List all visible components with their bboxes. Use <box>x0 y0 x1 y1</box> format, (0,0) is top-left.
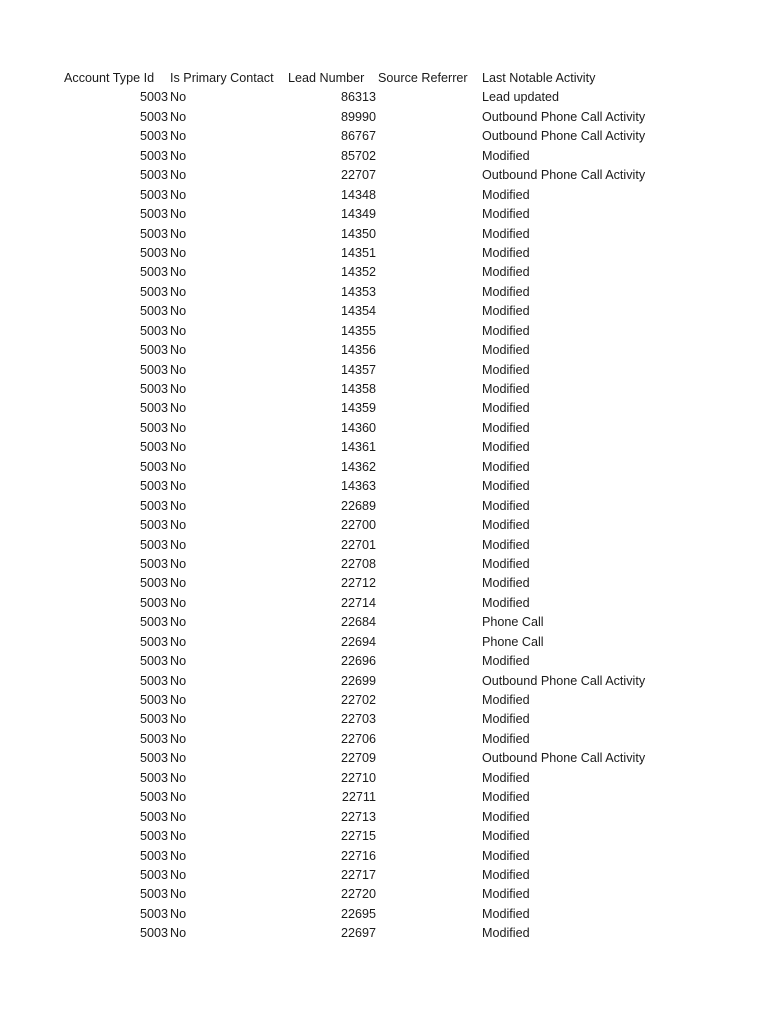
cell-last-notable-activity: Outbound Phone Call Activity <box>482 129 646 144</box>
cell-last-notable-activity: Modified <box>482 440 530 455</box>
cell-lead-number: 14363 <box>340 479 376 494</box>
table-row <box>0 710 768 729</box>
cell-last-notable-activity: Modified <box>482 245 530 260</box>
table-row <box>0 205 768 224</box>
cell-is-primary-contact: No <box>170 751 187 766</box>
header-account-type-id: Account Type Id <box>64 71 155 85</box>
cell-last-notable-activity: Modified <box>482 226 530 241</box>
cell-account-type-id: 5003 <box>139 382 168 396</box>
table-row <box>0 536 768 555</box>
header-row <box>0 69 768 88</box>
cell-lead-number: 89990 <box>340 109 376 124</box>
cell-lead-number: 22694 <box>340 634 376 649</box>
cell-account-type-id: 5003 <box>139 265 168 280</box>
cell-is-primary-contact: No <box>170 867 187 882</box>
header-is-primary-contact: Is Primary Contact <box>170 71 274 85</box>
cell-last-notable-activity: Modified <box>482 537 530 552</box>
cell-is-primary-contact: No <box>170 634 187 649</box>
cell-account-type-id: 5003 <box>139 673 168 688</box>
table-row <box>0 924 768 943</box>
cell-is-primary-contact: No <box>170 323 187 338</box>
cell-last-notable-activity: Modified <box>482 187 530 202</box>
header-source-referrer: Source Referrer <box>378 71 468 85</box>
cell-account-type-id: 5003 <box>139 751 168 766</box>
cell-last-notable-activity: Modified <box>482 906 530 921</box>
cell-account-type-id: 5003 <box>139 829 168 844</box>
cell-last-notable-activity: Modified <box>482 362 530 377</box>
cell-last-notable-activity: Modified <box>482 693 530 707</box>
cell-last-notable-activity: Modified <box>482 148 530 163</box>
cell-account-type-id: 5003 <box>139 148 168 163</box>
cell-account-type-id: 5003 <box>139 731 168 746</box>
cell-is-primary-contact: No <box>170 693 187 707</box>
cell-account-type-id: 5003 <box>139 576 168 591</box>
table-body <box>0 88 768 943</box>
cell-is-primary-contact: No <box>170 926 187 941</box>
cell-account-type-id: 5003 <box>139 109 168 124</box>
cell-lead-number: 85702 <box>340 148 376 163</box>
cell-account-type-id: 5003 <box>139 245 168 260</box>
cell-is-primary-contact: No <box>170 265 187 280</box>
cell-last-notable-activity: Outbound Phone Call Activity <box>482 109 646 124</box>
cell-account-type-id: 5003 <box>139 304 168 319</box>
cell-is-primary-contact: No <box>170 440 187 455</box>
cell-lead-number: 22706 <box>340 731 376 746</box>
cell-last-notable-activity: Modified <box>482 654 530 669</box>
cell-lead-number: 14349 <box>340 207 376 222</box>
table-row <box>0 341 768 360</box>
cell-last-notable-activity: Modified <box>482 576 530 591</box>
cell-account-type-id: 5003 <box>139 770 168 785</box>
cell-is-primary-contact: No <box>170 537 187 552</box>
cell-last-notable-activity: Modified <box>482 323 530 338</box>
cell-last-notable-activity: Modified <box>482 265 530 280</box>
header-last-notable-activity: Last Notable Activity <box>482 71 596 85</box>
cell-last-notable-activity: Modified <box>482 518 530 533</box>
cell-last-notable-activity: Outbound Phone Call Activity <box>482 168 646 183</box>
cell-is-primary-contact: No <box>170 770 187 785</box>
cell-is-primary-contact: No <box>170 654 187 669</box>
cell-is-primary-contact: No <box>170 887 187 902</box>
table-row <box>0 186 768 205</box>
table-row <box>0 574 768 593</box>
cell-is-primary-contact: No <box>170 148 187 163</box>
table-row <box>0 905 768 924</box>
cell-account-type-id: 5003 <box>139 712 168 727</box>
cell-account-type-id: 5003 <box>139 848 168 863</box>
cell-lead-number: 22709 <box>340 751 376 766</box>
table-row <box>0 263 768 282</box>
cell-last-notable-activity: Modified <box>482 556 530 571</box>
cell-account-type-id: 5003 <box>139 440 168 455</box>
table-row <box>0 108 768 127</box>
table-row <box>0 594 768 613</box>
cell-is-primary-contact: No <box>170 731 187 746</box>
table-row <box>0 244 768 263</box>
cell-account-type-id: 5003 <box>139 420 168 435</box>
cell-last-notable-activity: Modified <box>482 712 530 727</box>
cell-lead-number: 14355 <box>340 323 376 338</box>
cell-account-type-id: 5003 <box>139 90 168 105</box>
cell-lead-number: 86767 <box>340 129 376 144</box>
cell-account-type-id: 5003 <box>139 129 168 144</box>
cell-lead-number: 14352 <box>340 265 376 280</box>
cell-is-primary-contact: No <box>170 129 187 144</box>
cell-last-notable-activity: Modified <box>482 867 530 882</box>
table-row <box>0 497 768 516</box>
table-row <box>0 788 768 807</box>
cell-is-primary-contact: No <box>170 90 187 105</box>
cell-lead-number: 22712 <box>340 576 376 591</box>
cell-last-notable-activity: Modified <box>482 829 530 844</box>
cell-account-type-id: 5003 <box>139 615 168 630</box>
cell-lead-number: 22716 <box>340 848 376 863</box>
cell-account-type-id: 5003 <box>139 207 168 222</box>
table-row <box>0 127 768 146</box>
cell-account-type-id: 5003 <box>139 459 168 474</box>
cell-last-notable-activity: Modified <box>482 498 530 513</box>
cell-lead-number: 14358 <box>340 382 376 396</box>
cell-is-primary-contact: No <box>170 479 187 494</box>
spreadsheet-page <box>0 69 768 944</box>
cell-is-primary-contact: No <box>170 168 187 183</box>
cell-account-type-id: 5003 <box>139 498 168 513</box>
cell-account-type-id: 5003 <box>139 168 168 183</box>
cell-is-primary-contact: No <box>170 906 187 921</box>
cell-account-type-id: 5003 <box>139 226 168 241</box>
table-row <box>0 302 768 321</box>
cell-lead-number: 22700 <box>340 518 376 533</box>
table-row <box>0 147 768 166</box>
table-row <box>0 866 768 885</box>
cell-account-type-id: 5003 <box>139 906 168 921</box>
cell-account-type-id: 5003 <box>139 556 168 571</box>
cell-lead-number: 22695 <box>340 906 376 921</box>
cell-is-primary-contact: No <box>170 673 187 688</box>
cell-last-notable-activity: Modified <box>482 848 530 863</box>
cell-account-type-id: 5003 <box>139 790 168 805</box>
cell-is-primary-contact: No <box>170 712 187 727</box>
table-row <box>0 516 768 535</box>
cell-last-notable-activity: Modified <box>482 459 530 474</box>
cell-lead-number: 22715 <box>340 829 376 844</box>
cell-is-primary-contact: No <box>170 343 187 358</box>
cell-last-notable-activity: Modified <box>482 790 530 805</box>
cell-account-type-id: 5003 <box>139 867 168 882</box>
cell-lead-number: 14362 <box>340 459 376 474</box>
cell-is-primary-contact: No <box>170 459 187 474</box>
cell-account-type-id: 5003 <box>139 654 168 669</box>
cell-lead-number: 14359 <box>340 401 376 416</box>
table-row <box>0 399 768 418</box>
table-row <box>0 458 768 477</box>
table-row <box>0 847 768 866</box>
cell-lead-number: 22684 <box>340 615 376 630</box>
cell-account-type-id: 5003 <box>139 693 168 707</box>
cell-lead-number: 14351 <box>340 245 376 260</box>
cell-account-type-id: 5003 <box>139 518 168 533</box>
cell-account-type-id: 5003 <box>139 595 168 610</box>
cell-is-primary-contact: No <box>170 556 187 571</box>
cell-lead-number: 86313 <box>340 90 376 105</box>
cell-is-primary-contact: No <box>170 576 187 591</box>
cell-is-primary-contact: No <box>170 226 187 241</box>
cell-lead-number: 22702 <box>340 693 376 707</box>
cell-is-primary-contact: No <box>170 498 187 513</box>
table-row <box>0 380 768 399</box>
table-row <box>0 438 768 457</box>
table-row <box>0 322 768 341</box>
cell-lead-number: 22689 <box>340 498 376 513</box>
table-row <box>0 885 768 904</box>
cell-is-primary-contact: No <box>170 790 187 805</box>
table-row <box>0 477 768 496</box>
cell-lead-number: 14350 <box>340 226 376 241</box>
cell-last-notable-activity: Modified <box>482 926 530 941</box>
cell-last-notable-activity: Modified <box>482 420 530 435</box>
cell-lead-number: 22710 <box>340 770 376 785</box>
cell-lead-number: 22703 <box>340 712 376 727</box>
cell-last-notable-activity: Modified <box>482 479 530 494</box>
cell-is-primary-contact: No <box>170 595 187 610</box>
cell-account-type-id: 5003 <box>139 343 168 358</box>
cell-is-primary-contact: No <box>170 420 187 435</box>
cell-lead-number: 14356 <box>340 343 376 358</box>
cell-last-notable-activity: Outbound Phone Call Activity <box>482 751 646 766</box>
table-row <box>0 652 768 671</box>
cell-last-notable-activity: Modified <box>482 304 530 319</box>
cell-is-primary-contact: No <box>170 829 187 844</box>
cell-lead-number: 22714 <box>340 595 376 610</box>
cell-lead-number: 22717 <box>340 867 376 882</box>
table-row <box>0 419 768 438</box>
cell-last-notable-activity: Modified <box>482 731 530 746</box>
table-row <box>0 88 768 107</box>
cell-is-primary-contact: No <box>170 848 187 863</box>
cell-last-notable-activity: Modified <box>482 401 530 416</box>
cell-last-notable-activity: Modified <box>482 809 530 824</box>
cell-last-notable-activity: Modified <box>482 284 530 299</box>
cell-account-type-id: 5003 <box>139 634 168 649</box>
cell-is-primary-contact: No <box>170 362 187 377</box>
cell-is-primary-contact: No <box>170 809 187 824</box>
cell-is-primary-contact: No <box>170 615 187 630</box>
cell-account-type-id: 5003 <box>139 362 168 377</box>
cell-is-primary-contact: No <box>170 304 187 319</box>
cell-is-primary-contact: No <box>170 382 187 396</box>
table-row <box>0 555 768 574</box>
cell-lead-number: 22707 <box>340 168 376 183</box>
cell-last-notable-activity: Phone Call <box>482 634 544 649</box>
cell-last-notable-activity: Modified <box>482 343 530 358</box>
cell-last-notable-activity: Modified <box>482 887 530 902</box>
cell-account-type-id: 5003 <box>139 479 168 494</box>
table-row <box>0 827 768 846</box>
cell-lead-number: 22699 <box>340 673 376 688</box>
table-row <box>0 283 768 302</box>
cell-lead-number: 22720 <box>340 887 376 902</box>
cell-account-type-id: 5003 <box>139 926 168 941</box>
cell-account-type-id: 5003 <box>139 187 168 202</box>
cell-last-notable-activity: Lead updated <box>482 90 560 105</box>
cell-lead-number: 22697 <box>340 926 376 941</box>
table-row <box>0 613 768 632</box>
cell-lead-number: 22708 <box>340 556 376 571</box>
cell-account-type-id: 5003 <box>139 887 168 902</box>
cell-lead-number: 22713 <box>340 809 376 824</box>
cell-last-notable-activity: Modified <box>482 207 530 222</box>
cell-lead-number: 14361 <box>340 440 376 455</box>
cell-lead-number: 14360 <box>340 420 376 435</box>
table-row <box>0 749 768 768</box>
cell-is-primary-contact: No <box>170 187 187 202</box>
cell-last-notable-activity: Modified <box>482 382 530 396</box>
cell-lead-number: 14357 <box>340 362 376 377</box>
cell-is-primary-contact: No <box>170 207 187 222</box>
cell-is-primary-contact: No <box>170 401 187 416</box>
cell-account-type-id: 5003 <box>139 537 168 552</box>
cell-last-notable-activity: Phone Call <box>482 615 544 630</box>
table-row <box>0 769 768 788</box>
table-row <box>0 361 768 380</box>
table-row <box>0 166 768 185</box>
table-row <box>0 808 768 827</box>
cell-last-notable-activity: Outbound Phone Call Activity <box>482 673 646 688</box>
cell-is-primary-contact: No <box>170 284 187 299</box>
header-lead-number: Lead Number <box>288 71 365 85</box>
table-row <box>0 672 768 691</box>
cell-account-type-id: 5003 <box>139 401 168 416</box>
cell-last-notable-activity: Modified <box>482 595 530 610</box>
cell-lead-number: 14348 <box>340 187 376 202</box>
cell-lead-number: 22711 <box>341 790 376 805</box>
table-row <box>0 633 768 652</box>
cell-last-notable-activity: Modified <box>482 770 530 785</box>
cell-lead-number: 22701 <box>340 537 376 552</box>
table-row <box>0 691 768 710</box>
cell-account-type-id: 5003 <box>139 284 168 299</box>
table-row <box>0 225 768 244</box>
cell-account-type-id: 5003 <box>139 809 168 824</box>
table-row <box>0 730 768 749</box>
cell-is-primary-contact: No <box>170 518 187 533</box>
cell-lead-number: 14353 <box>340 284 376 299</box>
cell-account-type-id: 5003 <box>139 323 168 338</box>
cell-is-primary-contact: No <box>170 109 187 124</box>
cell-lead-number: 22696 <box>340 654 376 669</box>
cell-lead-number: 14354 <box>340 304 376 319</box>
cell-is-primary-contact: No <box>170 245 187 260</box>
